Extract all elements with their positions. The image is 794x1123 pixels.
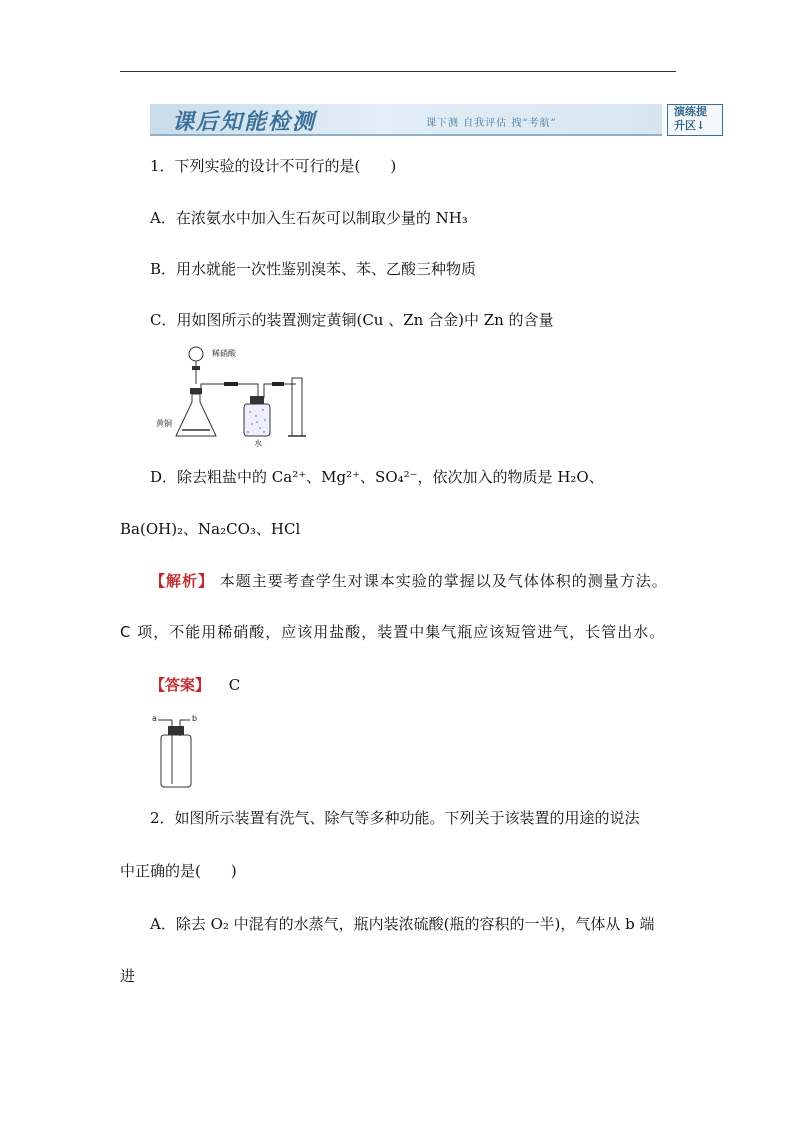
q2-option-a-line1: A．除去 O₂ 中混有的水蒸气，瓶内装浓硫酸(瓶的容积的一半)，气体从 b 端 (150, 915, 655, 933)
answer-tag: 【答案】 (150, 676, 211, 694)
q1-analysis-line1 (150, 571, 668, 591)
q2-option-a-line2: 进 (120, 967, 136, 985)
q1-option-c: C．用如图所示的装置测定黄铜(Cu 、Zn 合金)中 Zn 的含量 (150, 311, 554, 329)
label-acid: 稀硝酸 (212, 349, 236, 358)
label-brass: 黄铜 (156, 419, 172, 428)
brass-apparatus-figure (156, 344, 318, 448)
gas-washing-bottle-figure (150, 712, 210, 790)
q2-stem-line2: 中正确的是( ) (120, 862, 237, 880)
practice-badge (667, 104, 723, 136)
analysis-tag: 【解析】 (150, 572, 215, 590)
answer-value: C (228, 676, 241, 694)
label-b: b (192, 714, 198, 723)
q1-analysis-line2: C 项，不能用稀硝酸，应该用盐酸，装置中集气瓶应该短管进气，长管出水。 (120, 623, 666, 641)
banner-title: 课后知能检测 (172, 109, 317, 135)
header-rule (120, 71, 676, 72)
analysis-text-1: 本题主要考查学生对课本实验的掌握以及气体体积的测量方法。 (219, 572, 668, 590)
q1-option-d-line1: D．除去粗盐中的 Ca²⁺、Mg²⁺、SO₄²⁻，依次加入的物质是 H₂O、 (150, 468, 604, 486)
badge-line2: 升区↓ (674, 119, 706, 132)
q1-option-b: B．用水就能一次性鉴别溴苯、苯、乙酸三种物质 (150, 260, 477, 278)
q2-stem-line1: 2．如图所示装置有洗气、除气等多种功能。下列关于该装置的用途的说法 (150, 809, 640, 827)
banner-tagline: 课下测 自我评估 拽“考航” (426, 118, 557, 129)
q1-stem: 1．下列实验的设计不可行的是( ) (150, 157, 397, 175)
label-water: 水 (254, 439, 262, 448)
q1-option-a: A．在浓氨水中加入生石灰可以制取少量的 NH₃ (150, 209, 468, 227)
section-banner (150, 104, 662, 136)
q1-answer (150, 675, 240, 695)
label-a: a (152, 714, 157, 723)
q1-option-d-line2: Ba(OH)₂、Na₂CO₃、HCl (120, 520, 301, 538)
badge-line1: 演练提 (674, 105, 707, 118)
